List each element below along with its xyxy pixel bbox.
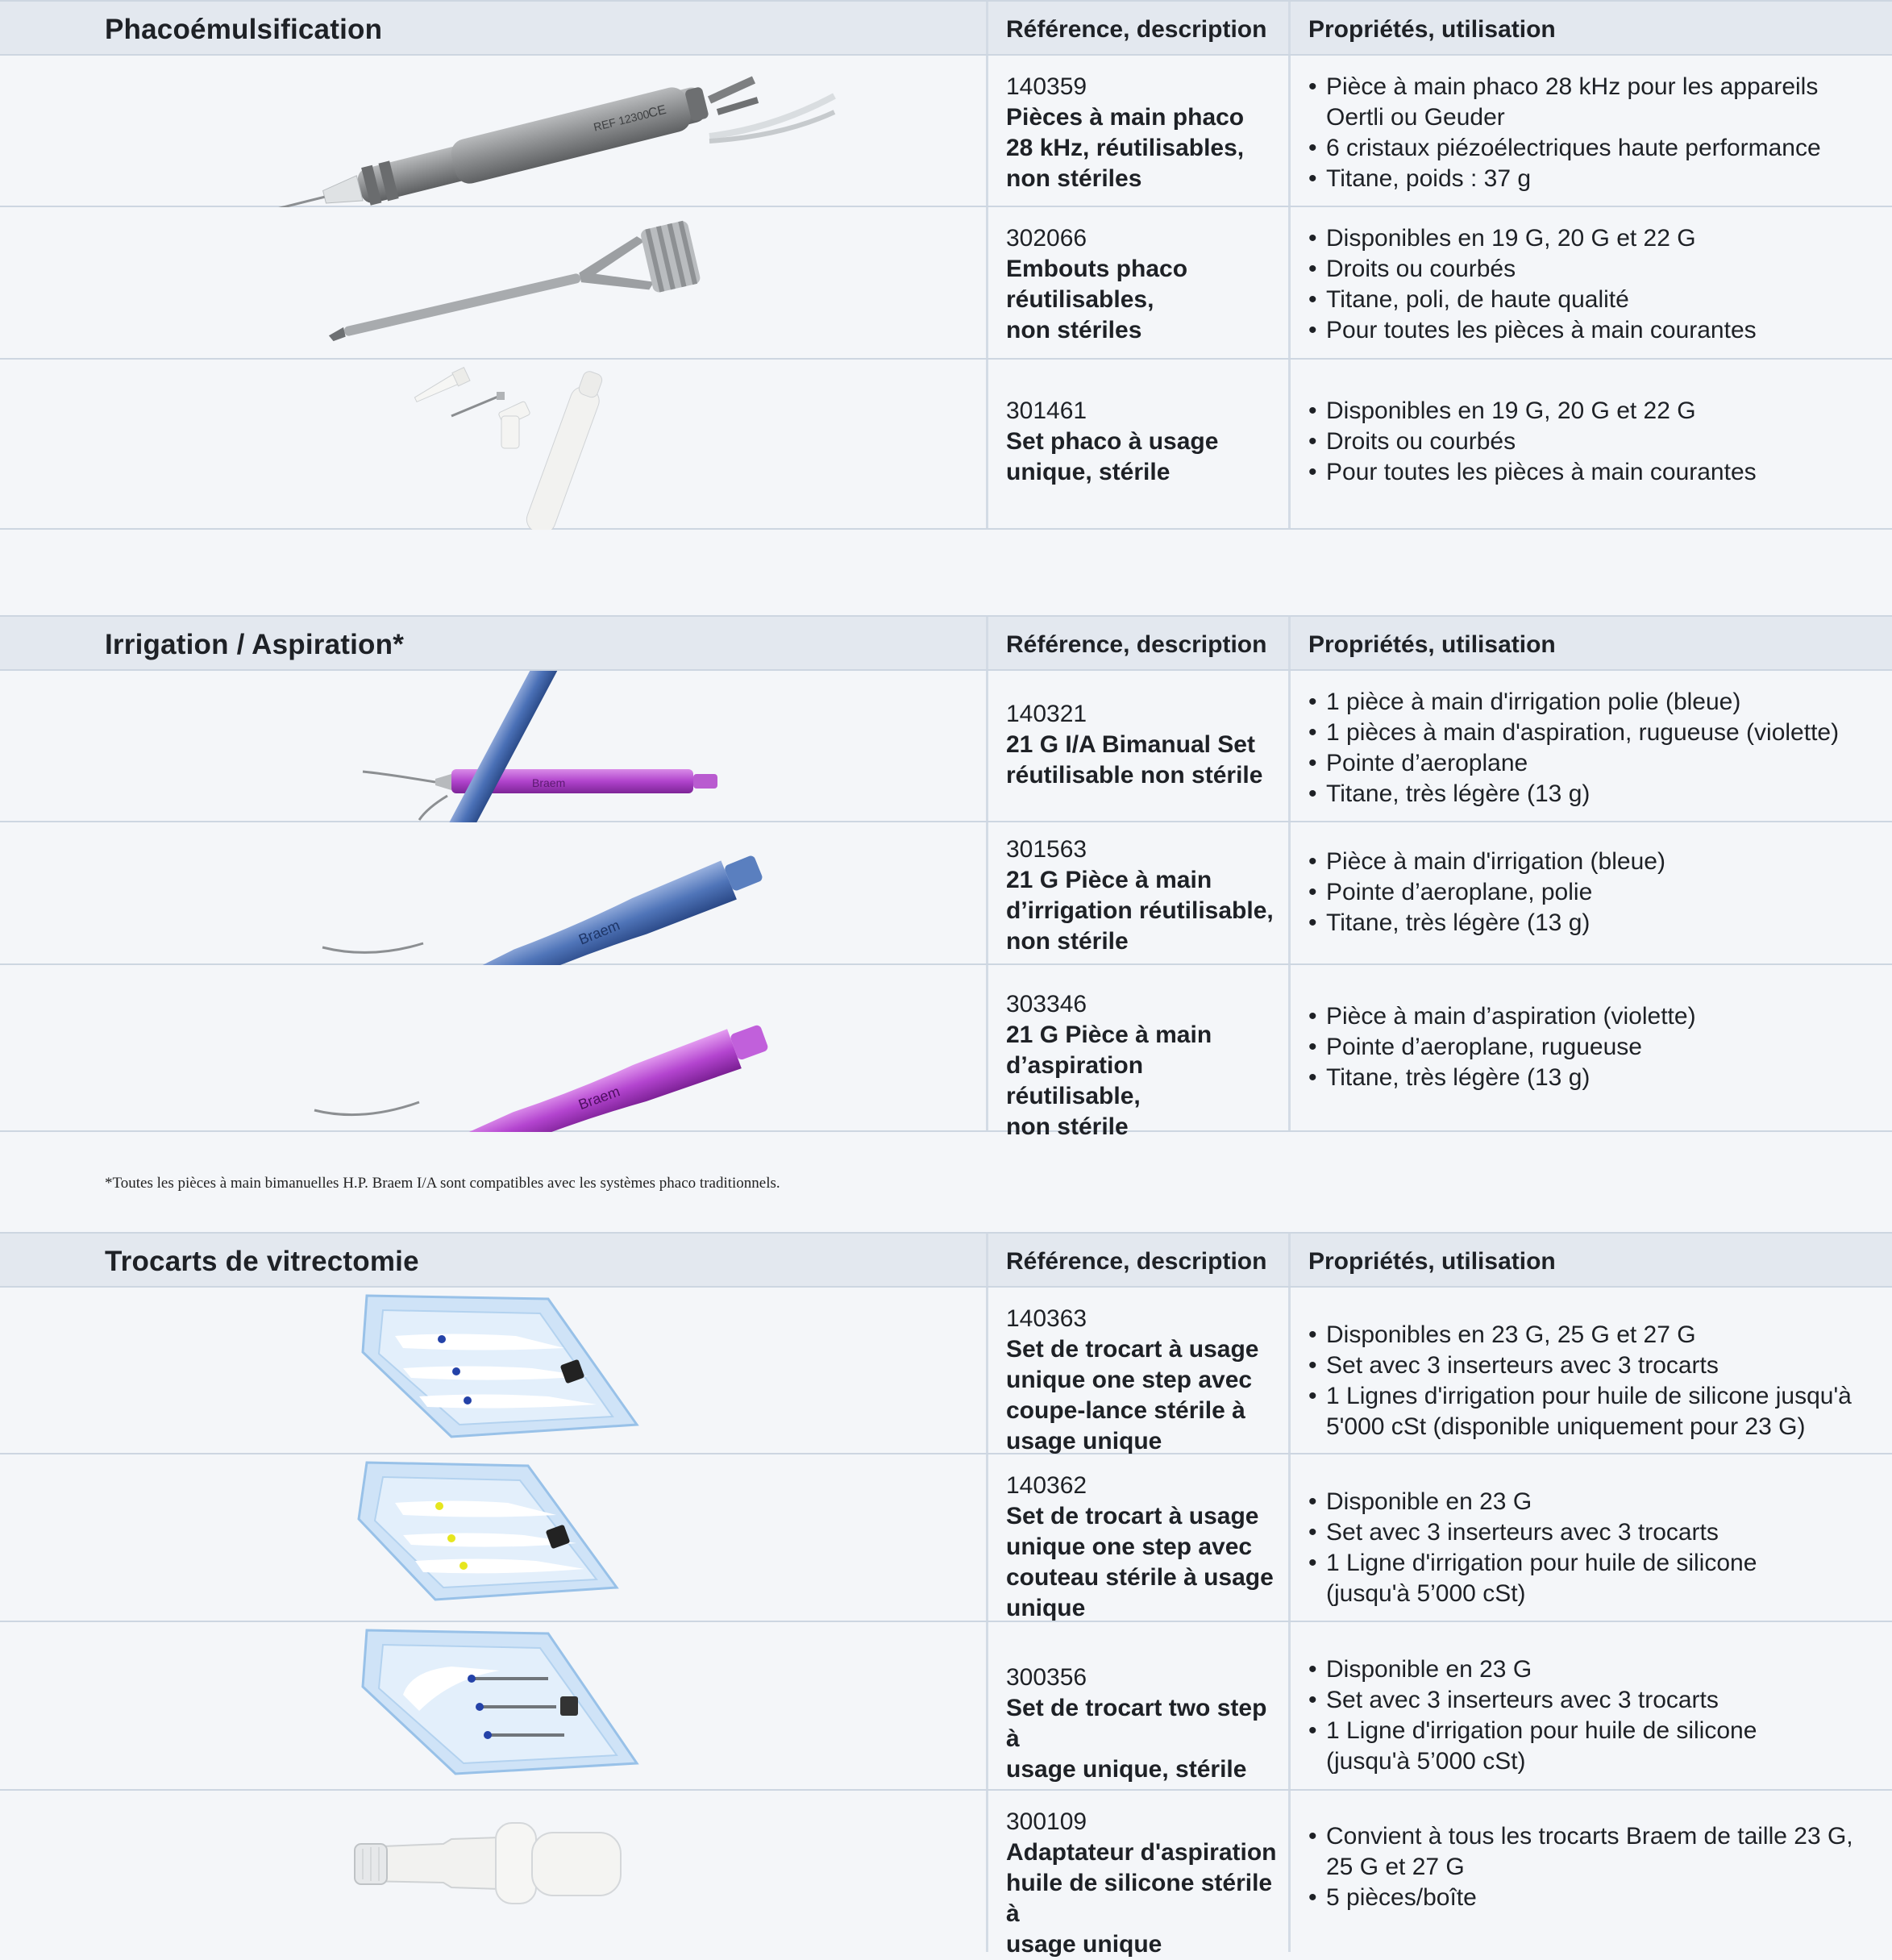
reference-number: 140359 (1006, 73, 1087, 100)
property-item: • Set avec 3 inserteurs avec 3 trocarts (1308, 1517, 1881, 1548)
reference-description: 21 G I/A Bimanual Set réutilisable non stérile (1006, 731, 1263, 789)
reference-description: Embouts phaco réutilisables, non stériles (1006, 256, 1188, 343)
property-item: • Disponible en 23 G (1308, 1487, 1881, 1517)
column-header-reference: Référence, description (1006, 16, 1267, 43)
section-header (0, 1232, 1892, 1288)
reference-description: Set phaco à usage unique, stérile (1006, 428, 1219, 485)
section-header (0, 615, 1892, 671)
trocar-tray-image (0, 1288, 986, 1453)
property-item: • Droits ou courbés (1308, 427, 1881, 457)
table-row (0, 822, 1892, 965)
reference-cell (1006, 1471, 1280, 1624)
table-row (0, 671, 1892, 822)
reference-number: 140363 (1006, 1305, 1087, 1332)
property-item: • Disponibles en 23 G, 25 G et 27 G (1308, 1320, 1881, 1350)
properties-cell (1308, 1487, 1881, 1609)
property-item: • Pour toutes les pièces à main courantes (1308, 315, 1881, 346)
phaco-handpiece-image (0, 56, 986, 206)
table-row (0, 56, 1892, 207)
property-item: • 1 Lignes d'irrigation pour huile de silicone jusqu'à 5'000 cSt (disponible uniquement pour 23 G) (1308, 1381, 1881, 1442)
property-item: • 6 cristaux piézoélectriques haute performance (1308, 133, 1881, 164)
table-row (0, 1791, 1892, 1958)
reference-description: 21 G Pièce à main d’aspiration réutilisable, non stérile (1006, 1022, 1212, 1140)
property-item: • Disponibles en 19 G, 20 G et 22 G (1308, 396, 1881, 427)
property-item: • Droits ou courbés (1308, 254, 1881, 285)
section-phacoemulsification (0, 0, 1892, 530)
properties-cell (1308, 1654, 1881, 1777)
property-item: • 5 pièces/boîte (1308, 1883, 1881, 1913)
property-item: • Pièce à main d'irrigation (bleue) (1308, 847, 1881, 877)
reference-description: Adaptateur d'aspiration huile de silicone stérile à usage unique (1006, 1839, 1277, 1958)
aspiration-handpiece-image (0, 965, 986, 1130)
reference-description: Pièces à main phaco 28 kHz, réutilisables, non stériles (1006, 104, 1245, 192)
bimanual-set-image (0, 671, 986, 821)
section-title: Irrigation / Aspiration* (105, 629, 405, 660)
property-item: • Titane, très légère (13 g) (1308, 779, 1881, 809)
property-item: • Pour toutes les pièces à main courantes (1308, 457, 1881, 488)
property-item: • 1 Ligne d'irrigation pour huile de silicone (jusqu'à 5’000 cSt) (1308, 1548, 1881, 1609)
reference-number: 140321 (1006, 701, 1087, 727)
suction-adapter-image (0, 1791, 986, 1952)
property-item: • Titane, poids : 37 g (1308, 164, 1881, 194)
properties-cell (1308, 396, 1881, 488)
table-row (0, 1622, 1892, 1791)
brand-engraving: Braem (576, 917, 622, 948)
column-header-properties: Propriétés, utilisation (1308, 631, 1556, 658)
property-item: • 1 pièce à main d'irrigation polie (bleue) (1308, 687, 1881, 718)
reference-cell (1006, 699, 1280, 791)
ref-engraving: REF 12300 (592, 106, 651, 134)
irrigation-handpiece-image (0, 822, 986, 963)
section-title: Trocarts de vitrectomie (105, 1246, 419, 1277)
property-item: • Pointe d’aeroplane (1308, 748, 1881, 779)
reference-number: 301461 (1006, 397, 1087, 424)
reference-number: 300356 (1006, 1664, 1087, 1691)
reference-number: 302066 (1006, 225, 1087, 252)
reference-cell (1006, 989, 1280, 1142)
table-row (0, 1454, 1892, 1622)
property-item: • Convient à tous les trocarts Braem de taille 23 G, 25 G et 27 G (1308, 1821, 1881, 1883)
properties-cell (1308, 1320, 1881, 1442)
properties-cell (1308, 847, 1881, 938)
column-header-properties: Propriétés, utilisation (1308, 16, 1556, 43)
property-item: • Titane, très légère (13 g) (1308, 908, 1881, 938)
reference-cell (1006, 72, 1280, 194)
reference-cell (1006, 1304, 1280, 1457)
properties-cell (1308, 223, 1881, 346)
phaco-tip-image (0, 207, 986, 358)
phaco-set-image (0, 360, 986, 528)
property-item: • Titane, très légère (13 g) (1308, 1063, 1881, 1093)
reference-description: Set de trocart à usage unique one step avec couteau stérile à usage unique (1006, 1503, 1274, 1621)
property-item: • Titane, poli, de haute qualité (1308, 285, 1881, 315)
brand-engraving: Braem (576, 1083, 622, 1113)
properties-cell (1308, 1821, 1881, 1913)
column-header-reference: Référence, description (1006, 1248, 1267, 1275)
table-row (0, 1288, 1892, 1454)
property-item: • 1 Ligne d'irrigation pour huile de silicone (jusqu'à 5’000 cSt) (1308, 1716, 1881, 1777)
property-item: • Pointe d’aeroplane, rugueuse (1308, 1032, 1881, 1063)
section-header (0, 0, 1892, 56)
brand-engraving: Braem (532, 776, 566, 789)
section-trocarts-vitrectomie (0, 1232, 1892, 1958)
property-item: • Pointe d’aeroplane, polie (1308, 877, 1881, 908)
reference-number: 303346 (1006, 991, 1087, 1017)
table-row (0, 207, 1892, 360)
column-header-properties: Propriétés, utilisation (1308, 1248, 1556, 1275)
reference-number: 140362 (1006, 1472, 1087, 1499)
table-row (0, 965, 1892, 1140)
reference-cell (1006, 834, 1280, 957)
trocar-tray-image (0, 1454, 986, 1621)
reference-cell (1006, 223, 1280, 346)
property-item: • Pièce à main phaco 28 kHz pour les appareils Oertli ou Geuder (1308, 72, 1881, 133)
footnote: *Toutes les pièces à main bimanuelles H.P. Braem I/A sont compatibles avec les systèmes phaco traditionnels. (105, 1175, 780, 1192)
column-header-reference: Référence, description (1006, 631, 1267, 658)
property-item: • Pièce à main d’aspiration (violette) (1308, 1001, 1881, 1032)
property-item: • Set avec 3 inserteurs avec 3 trocarts (1308, 1685, 1881, 1716)
properties-cell (1308, 687, 1881, 809)
property-item: • Disponible en 23 G (1308, 1654, 1881, 1685)
reference-number: 300109 (1006, 1808, 1087, 1835)
reference-description: Set de trocart two step à usage unique, stérile (1006, 1695, 1267, 1783)
trocar-tray-image (0, 1622, 986, 1789)
properties-cell (1308, 1001, 1881, 1093)
reference-cell (1006, 1662, 1280, 1785)
reference-number: 301563 (1006, 836, 1087, 863)
property-item: • Set avec 3 inserteurs avec 3 trocarts (1308, 1350, 1881, 1381)
ce-mark: CE (647, 102, 668, 121)
reference-description: 21 G Pièce à main d’irrigation réutilisable, non stérile (1006, 867, 1274, 955)
table-row (0, 360, 1892, 530)
reference-cell (1006, 396, 1280, 488)
property-item: • Disponibles en 19 G, 20 G et 22 G (1308, 223, 1881, 254)
section-irrigation-aspiration (0, 615, 1892, 1140)
section-title: Phacoémulsification (105, 14, 383, 45)
properties-cell (1308, 72, 1881, 194)
reference-description: Set de trocart à usage unique one step avec coupe-lance stérile à usage unique (1006, 1336, 1259, 1454)
property-item: • 1 pièces à main d'aspiration, rugueuse (violette) (1308, 718, 1881, 748)
reference-cell (1006, 1807, 1280, 1960)
